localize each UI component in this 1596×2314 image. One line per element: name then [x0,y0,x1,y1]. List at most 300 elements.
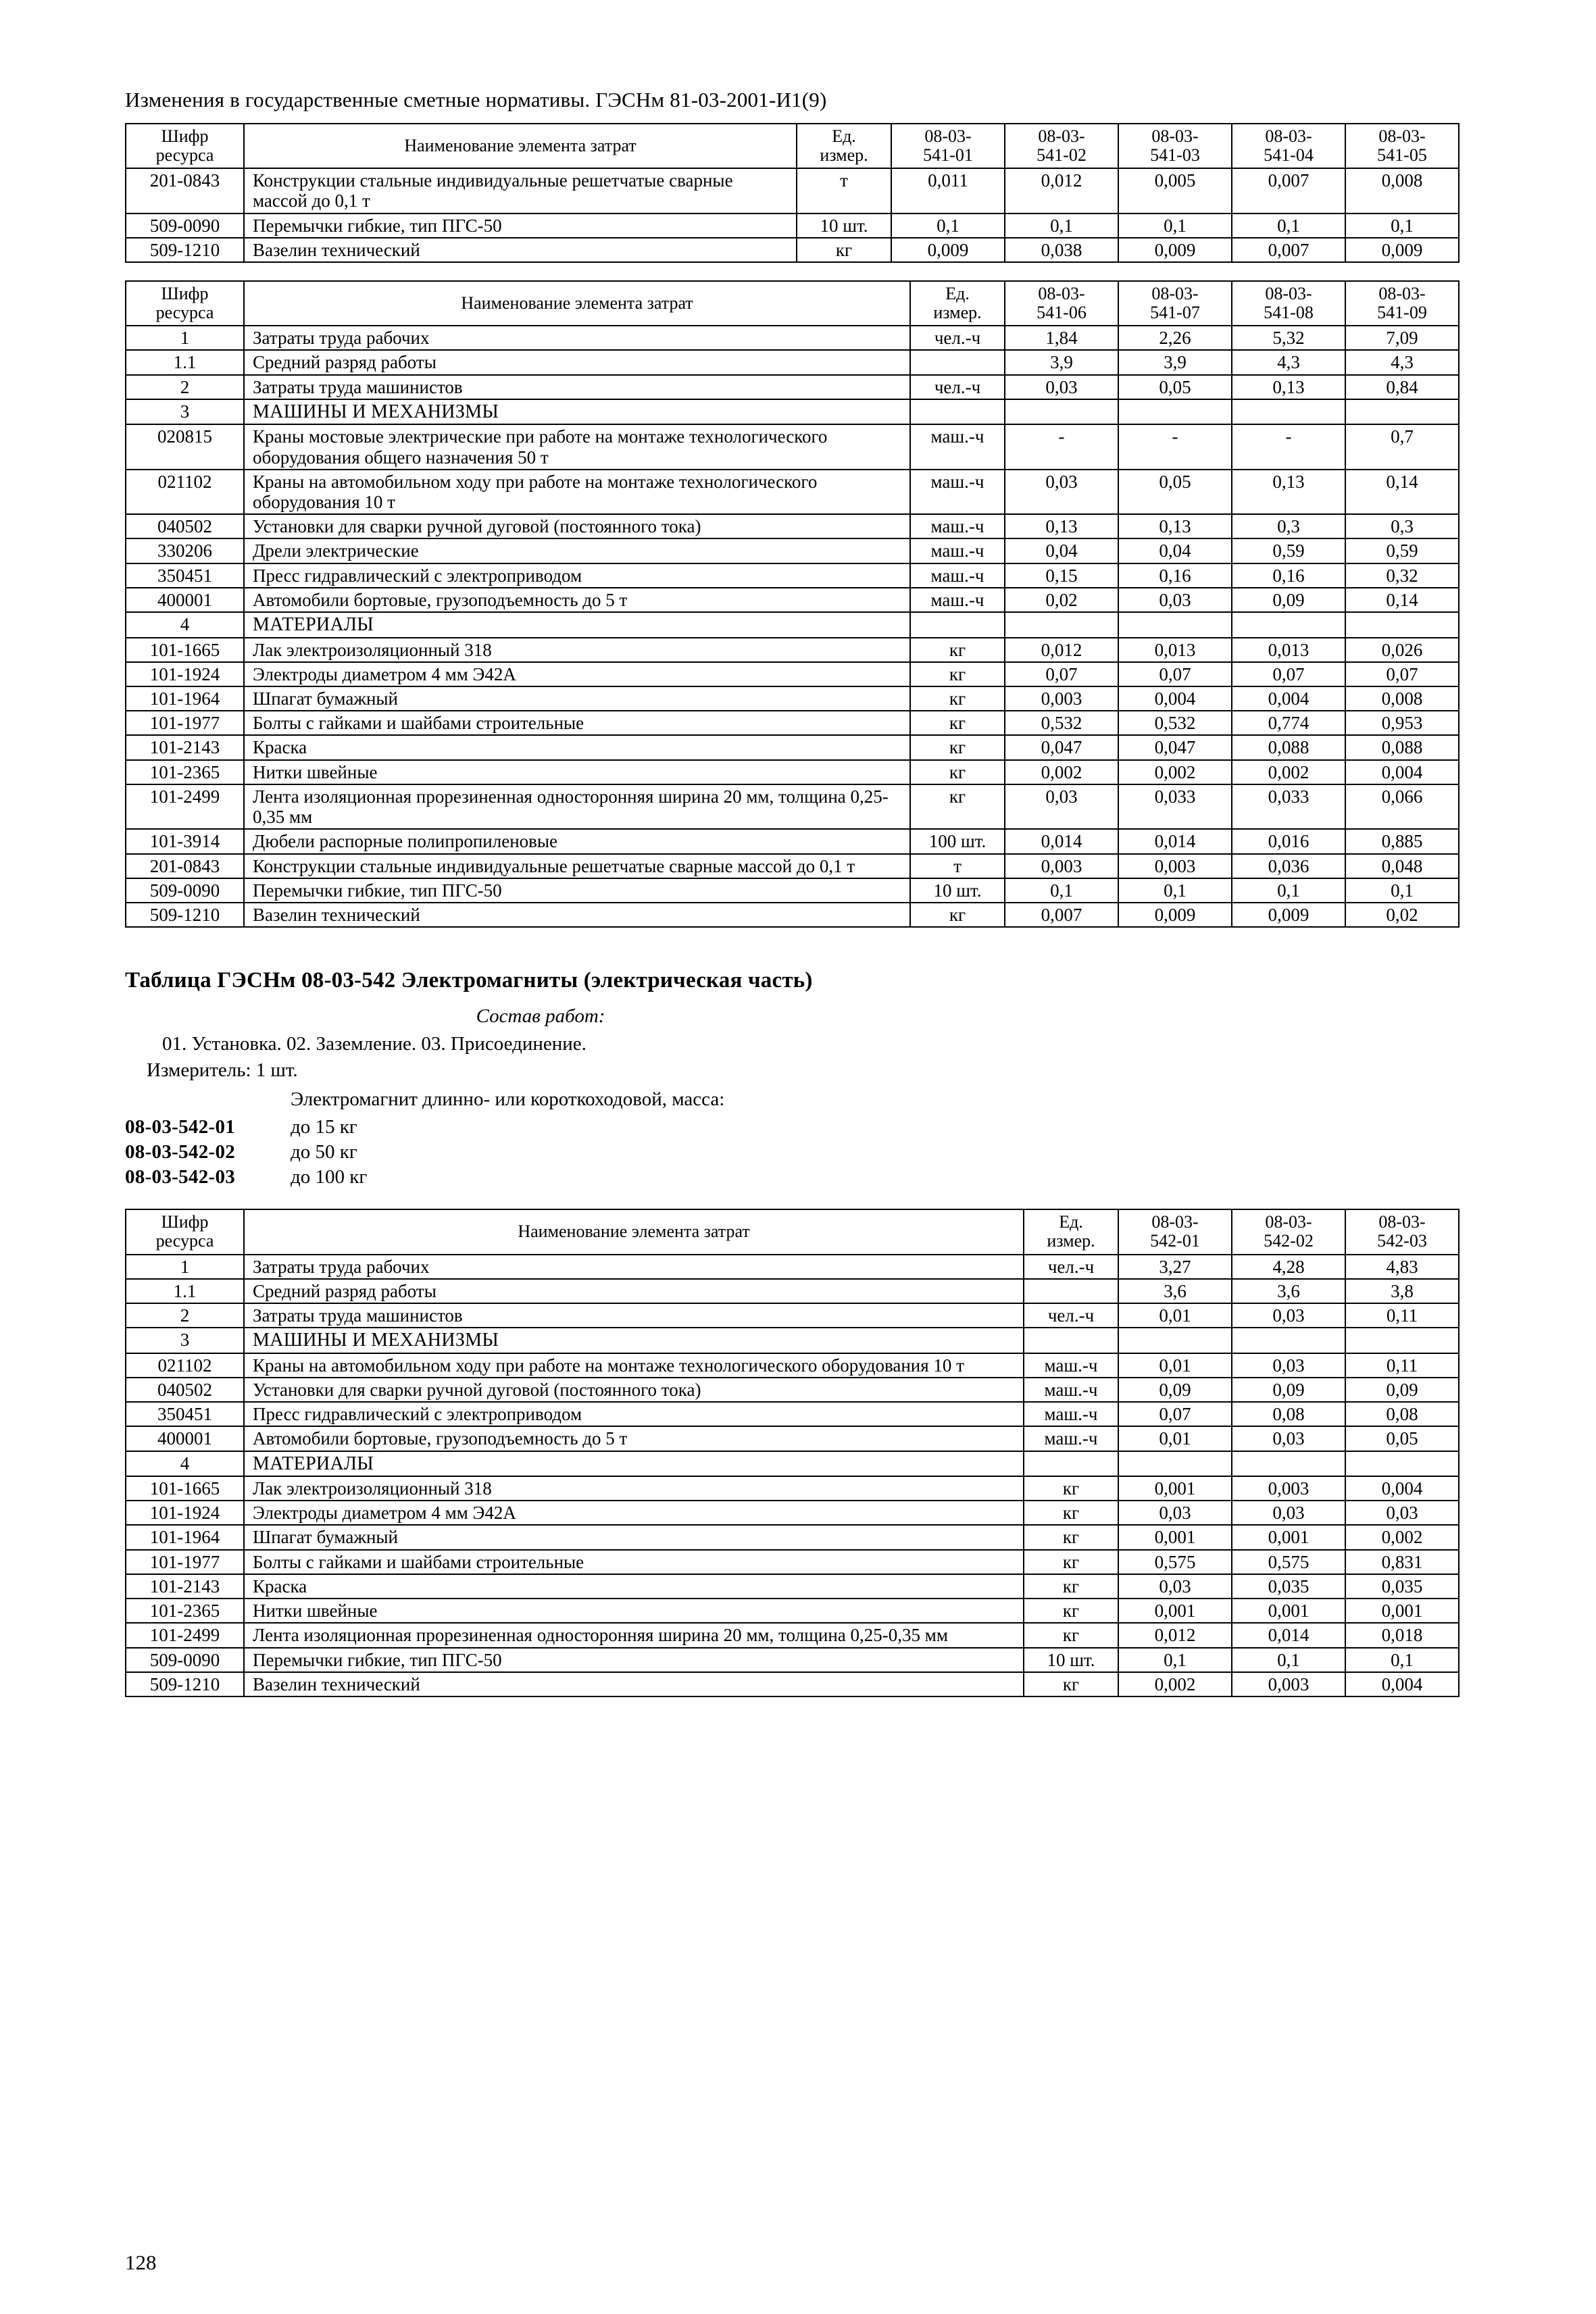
row-name: Пресс гидравлический с электроприводом [244,563,910,588]
row-value: 4,3 [1345,350,1459,374]
norm-code-description: до 100 кг [291,1166,368,1188]
row-unit: 100 шт. [910,829,1005,853]
table-row [126,424,1459,469]
col-head-code-line1: Шифр [161,284,209,304]
row-value: 0,04 [1005,538,1118,563]
row-unit: маш.-ч [1024,1353,1118,1378]
row-code: 201-0843 [126,854,244,878]
row-value: 3,8 [1345,1279,1459,1303]
row-unit: кг [910,760,1005,784]
col-head-name: Наименование элемента затрат [244,1209,1024,1254]
col-head-norm-2 [1118,281,1232,326]
row-value: 0,01 [1118,1426,1232,1451]
row-value: 0,012 [1005,168,1118,213]
row-value: 0,012 [1118,1623,1232,1647]
row-unit: 10 шт. [797,213,891,238]
row-unit: чел.-ч [1024,1255,1118,1279]
row-name: Болты с гайками и шайбами строительные [244,1550,1024,1574]
table-row [126,760,1459,784]
col-head-unit-line1: Ед. [945,284,970,304]
table-row [126,784,1459,829]
row-value: 0,03 [1005,375,1118,399]
row-code: 3 [126,1328,244,1353]
row-code: 400001 [126,588,244,612]
row-value: 0,003 [1118,854,1232,878]
norm-code-line1: 08-03- [1265,126,1312,146]
row-value: 0,03 [1232,1353,1345,1378]
row-code: 101-2499 [126,1623,244,1647]
row-value: 0,7 [1345,424,1459,469]
row-code: 101-1924 [126,662,244,686]
row-value: 0,036 [1232,854,1345,878]
row-value: 7,09 [1345,326,1459,350]
row-value: 3,9 [1005,350,1118,374]
row-value: 0,575 [1118,1550,1232,1574]
row-value: 0,066 [1345,784,1459,829]
row-value: - [1118,424,1232,469]
row-value: 0,004 [1345,1476,1459,1501]
row-value: 0,953 [1345,711,1459,735]
row-name: Автомобили бортовые, грузоподъемность до 5 т [244,588,910,612]
row-code: 040502 [126,1378,244,1402]
row-value: 0,047 [1118,735,1232,759]
row-code: 101-3914 [126,829,244,853]
row-name: МАТЕРИАЛЫ [244,612,910,637]
col-head-norm-4 [1232,124,1345,168]
row-unit: кг [1024,1501,1118,1525]
row-code: 101-1924 [126,1501,244,1525]
row-value [1118,399,1232,424]
row-name: Конструкции стальные индивидуальные решетчатые сварные массой до 0,1 т [244,168,797,213]
table-row [126,1378,1459,1402]
table-row [126,1426,1459,1451]
col-head-code-line2: ресурса [155,1231,214,1251]
row-unit: кг [910,903,1005,927]
measure-unit-text: Измеритель: 1 шт. [147,1059,298,1082]
resource-table-541-part1 [125,123,1460,263]
table-row [126,168,1459,213]
col-head-unit-line2: измер. [1047,1231,1095,1251]
norm-code: 08-03-542-02 [125,1141,236,1163]
row-value: 0,1 [1232,878,1345,903]
row-value [1232,1451,1345,1476]
row-value: 0,003 [1232,1476,1345,1501]
row-value: 0,016 [1232,829,1345,853]
row-value: 0,11 [1345,1303,1459,1328]
row-name: Перемычки гибкие, тип ПГС-50 [244,1648,1024,1672]
norm-code-line1: 08-03- [1038,126,1085,146]
row-value: 0,03 [1232,1426,1345,1451]
row-value: 0,014 [1118,829,1232,853]
row-name: Затраты труда рабочих [244,1255,1024,1279]
norm-code-line2: 541-01 [923,145,973,166]
norm-code: 08-03-542-03 [125,1166,236,1188]
works-composition-text: 01. Установка. 02. Заземление. 03. Присоединение. [162,1033,587,1055]
row-unit [1024,1328,1118,1353]
row-value: 0,15 [1005,563,1118,588]
row-value: 0,05 [1345,1426,1459,1451]
row-name: Конструкции стальные индивидуальные решетчатые сварные массой до 0,1 т [244,854,910,878]
row-value: 0,001 [1232,1599,1345,1623]
row-value: 0,001 [1118,1476,1232,1501]
row-name: Вазелин технический [244,1672,1024,1696]
row-unit: маш.-ч [1024,1402,1118,1426]
row-unit: кг [910,711,1005,735]
row-value: 0,004 [1345,760,1459,784]
row-value: 3,9 [1118,350,1232,374]
resource-table-541-part2 [125,280,1460,928]
row-value: 0,774 [1232,711,1345,735]
row-code: 509-1210 [126,903,244,927]
row-unit: маш.-ч [910,538,1005,563]
col-head-norm-3 [1345,1209,1459,1254]
row-value: 0,088 [1345,735,1459,759]
row-value: 0,002 [1118,1672,1232,1696]
col-head-unit-line2: измер. [820,145,868,166]
row-value: 0,07 [1118,1402,1232,1426]
row-name: Шпагат бумажный [244,1525,1024,1549]
row-value: 0,32 [1345,563,1459,588]
row-unit: маш.-ч [910,424,1005,469]
row-code: 021102 [126,1353,244,1378]
row-value: 0,03 [1345,1501,1459,1525]
row-unit: 10 шт. [1024,1648,1118,1672]
col-head-unit-line1: Ед. [832,126,856,146]
row-value: 0,03 [1232,1303,1345,1328]
row-value: 0,001 [1118,1599,1232,1623]
row-value: 0,1 [1232,1648,1345,1672]
norm-code-line2: 541-06 [1037,303,1087,323]
table-row [126,1574,1459,1599]
row-value: 0,3 [1232,514,1345,538]
row-name: МАШИНЫ И МЕХАНИЗМЫ [244,1328,1024,1353]
row-value: 0,033 [1232,784,1345,829]
row-value: 0,14 [1345,588,1459,612]
row-value: 0,13 [1232,375,1345,399]
row-unit [1024,1279,1118,1303]
row-name: Установки для сварки ручной дуговой (постоянного тока) [244,1378,1024,1402]
table-row [126,399,1459,424]
running-header: Изменения в государственные сметные нормативы. ГЭСНм 81-03-2001-И1(9) [125,88,827,111]
row-value: 4,28 [1232,1255,1345,1279]
table-row [126,1525,1459,1549]
row-value: 0,008 [1345,168,1459,213]
row-value [1005,612,1118,637]
row-code: 101-1665 [126,638,244,662]
row-value: 0,01 [1118,1303,1232,1328]
norm-code-description: до 15 кг [291,1116,357,1138]
norm-code-line2: 541-03 [1150,145,1200,166]
col-head-name: Наименование элемента затрат [244,281,910,326]
row-unit: кг [1024,1574,1118,1599]
row-code: 4 [126,1451,244,1476]
row-code: 101-1665 [126,1476,244,1501]
row-value: 0,088 [1232,735,1345,759]
table-row [126,1255,1459,1279]
col-head-unit [1024,1209,1118,1254]
row-name: Болты с гайками и шайбами строительные [244,711,910,735]
norm-code-line2: 541-07 [1150,303,1200,323]
row-value: 0,047 [1005,735,1118,759]
row-value: 0,84 [1345,375,1459,399]
col-head-unit-line1: Ед. [1059,1212,1083,1232]
row-value: 0,01 [1118,1353,1232,1378]
row-unit [910,350,1005,374]
norm-code-line1: 08-03- [924,126,972,146]
row-value: 0,018 [1345,1623,1459,1647]
norm-code-line2: 542-01 [1150,1231,1200,1251]
table-row [126,1648,1459,1672]
row-value [1118,1328,1232,1353]
norm-code-line1: 08-03- [1151,1212,1199,1232]
row-value: 0,13 [1232,470,1345,514]
row-value: 0,59 [1345,538,1459,563]
row-code: 350451 [126,1402,244,1426]
row-code: 1.1 [126,1279,244,1303]
row-value: 0,004 [1345,1672,1459,1696]
row-code: 400001 [126,1426,244,1451]
row-name: Электроды диаметром 4 мм Э42А [244,662,910,686]
row-code: 101-2365 [126,760,244,784]
table-row [126,1279,1459,1303]
row-value: 0,07 [1345,662,1459,686]
row-value: 0,048 [1345,854,1459,878]
row-value: 0,08 [1345,1402,1459,1426]
row-value: 0,002 [1345,1525,1459,1549]
row-value: 0,1 [1345,1648,1459,1672]
row-name: Краска [244,1574,1024,1599]
table-row [126,735,1459,759]
col-head-norm-4 [1345,281,1459,326]
norm-code-description: до 50 кг [291,1141,357,1163]
row-value: 0,14 [1345,470,1459,514]
row-value: 3,27 [1118,1255,1232,1279]
norm-code-line2: 542-02 [1264,1231,1314,1251]
table-row [126,563,1459,588]
row-unit: маш.-ч [910,514,1005,538]
row-unit: кг [910,686,1005,711]
table-header-row [126,281,1459,326]
row-value: 0,03 [1005,470,1118,514]
resource-table-542 [125,1209,1460,1697]
row-name: Дюбели распорные полипропиленовые [244,829,910,853]
works-composition-label: Состав работ: [476,1005,605,1028]
table-row [126,1599,1459,1623]
row-code: 1.1 [126,350,244,374]
row-value: 2,26 [1118,326,1232,350]
table-row [126,238,1459,262]
row-value: 0,07 [1232,662,1345,686]
row-unit: маш.-ч [1024,1426,1118,1451]
table-row [126,1451,1459,1476]
row-value: 0,004 [1118,686,1232,711]
norm-code-line2: 541-02 [1037,145,1087,166]
row-code: 1 [126,1255,244,1279]
row-value: 0,014 [1005,829,1118,853]
row-value: 0,013 [1232,638,1345,662]
row-name: Перемычки гибкие, тип ПГС-50 [244,213,797,238]
row-value: - [1232,424,1345,469]
row-value: 0,1 [1118,878,1232,903]
row-unit: т [797,168,891,213]
row-unit: кг [910,638,1005,662]
row-value: 0,1 [1345,878,1459,903]
row-name: Вазелин технический [244,238,797,262]
table-row [126,686,1459,711]
row-code: 101-2499 [126,784,244,829]
row-name: Автомобили бортовые, грузоподъемность до 5 т [244,1426,1024,1451]
row-code: 3 [126,399,244,424]
row-unit: кг [1024,1476,1118,1501]
col-head-code [126,1209,244,1254]
row-value: 0,03 [1118,588,1232,612]
row-name: Шпагат бумажный [244,686,910,711]
table-row [126,213,1459,238]
row-value: 0,07 [1005,662,1118,686]
col-head-code-line1: Шифр [161,126,209,146]
col-head-norm-1 [1005,281,1118,326]
row-name: Краны на автомобильном ходу при работе на монтаже технологического оборудования 10 т [244,1353,1024,1378]
row-name: Краны мостовые электрические при работе на монтаже технологического оборудования общего назначения 50 т [244,424,910,469]
table-row [126,375,1459,399]
norm-code-line1: 08-03- [1151,126,1199,146]
table-row [126,612,1459,637]
row-name: Затраты труда машинистов [244,375,910,399]
table-row [126,326,1459,350]
row-value: 0,13 [1005,514,1118,538]
row-value [1232,399,1345,424]
row-unit: кг [797,238,891,262]
table-header [126,281,1459,326]
row-value: 3,6 [1118,1279,1232,1303]
row-unit: кг [910,784,1005,829]
row-unit: маш.-ч [910,588,1005,612]
row-unit [910,399,1005,424]
row-name: Нитки швейные [244,760,910,784]
table-row [126,1353,1459,1378]
col-head-norm-1 [891,124,1005,168]
norm-code-line2: 541-05 [1377,145,1427,166]
row-name: Вазелин технический [244,903,910,927]
section-caption: Таблица ГЭСНм 08-03-542 Электромагниты (электрическая часть) [125,968,813,993]
row-unit [1024,1451,1118,1476]
col-head-unit-line2: измер. [933,303,982,323]
row-name: Электроды диаметром 4 мм Э42А [244,1501,1024,1525]
row-value: 0,026 [1345,638,1459,662]
row-unit: чел.-ч [910,326,1005,350]
row-code: 101-1964 [126,1525,244,1549]
row-value: 4,83 [1345,1255,1459,1279]
row-value: 0,007 [1005,903,1118,927]
row-value [1345,399,1459,424]
table-row [126,1501,1459,1525]
row-value: 4,3 [1232,350,1345,374]
row-value: 0,13 [1118,514,1232,538]
row-value: 0,008 [1345,686,1459,711]
row-name: Дрели электрические [244,538,910,563]
row-code: 040502 [126,514,244,538]
norm-code-entry [125,1166,1495,1188]
row-value: 0,009 [1232,903,1345,927]
col-head-norm-3 [1118,124,1232,168]
row-value [1232,1328,1345,1353]
row-unit: маш.-ч [910,563,1005,588]
row-unit: 10 шт. [910,878,1005,903]
row-name: Затраты труда рабочих [244,326,910,350]
row-name: Средний разряд работы [244,350,910,374]
table-row [126,538,1459,563]
row-unit: кг [1024,1525,1118,1549]
row-unit: кг [1024,1672,1118,1696]
row-name: Краны на автомобильном ходу при работе на монтаже технологического оборудования 10 т [244,470,910,514]
row-code: 509-0090 [126,1648,244,1672]
row-value: 3,6 [1232,1279,1345,1303]
norm-code-line2: 541-09 [1377,303,1427,323]
row-name: Установки для сварки ручной дуговой (постоянного тока) [244,514,910,538]
row-value: 0,011 [891,168,1005,213]
table-body [126,168,1459,262]
row-value: 1,84 [1005,326,1118,350]
row-value: 0,1 [1118,213,1232,238]
row-value: 0,013 [1118,638,1232,662]
table-row [126,1476,1459,1501]
col-head-norm-1 [1118,1209,1232,1254]
row-code: 509-1210 [126,238,244,262]
row-value [1345,1328,1459,1353]
row-value: 0,035 [1232,1574,1345,1599]
row-value: 0,1 [1005,213,1118,238]
row-value: 0,532 [1118,711,1232,735]
row-value: 0,007 [1232,238,1345,262]
col-head-code [126,281,244,326]
table-header-row [126,124,1459,168]
table-row [126,1550,1459,1574]
col-head-unit [797,124,891,168]
row-name: МАШИНЫ И МЕХАНИЗМЫ [244,399,910,424]
row-value: 0,001 [1118,1525,1232,1549]
row-value: 0,002 [1118,760,1232,784]
row-value: 0,009 [1118,903,1232,927]
row-value: 0,09 [1232,1378,1345,1402]
row-code: 330206 [126,538,244,563]
row-value: 0,003 [1232,1672,1345,1696]
row-value: 0,04 [1118,538,1232,563]
row-unit: кг [1024,1599,1118,1623]
row-value: 0,05 [1118,375,1232,399]
row-value: 0,002 [1005,760,1118,784]
row-value: 0,1 [1005,878,1118,903]
row-value: 0,11 [1345,1353,1459,1378]
row-value: 0,033 [1118,784,1232,829]
row-value: 0,575 [1232,1550,1345,1574]
row-code: 2 [126,1303,244,1328]
row-value: 0,03 [1005,784,1118,829]
row-value [1005,399,1118,424]
row-name: Краска [244,735,910,759]
row-unit: т [910,854,1005,878]
row-unit: чел.-ч [910,375,1005,399]
row-code: 2 [126,375,244,399]
table-header [126,1209,1459,1254]
table-row [126,638,1459,662]
row-code: 4 [126,612,244,637]
row-value: 0,08 [1232,1402,1345,1426]
row-name: Лак электроизоляционный 318 [244,1476,1024,1501]
row-value: 0,02 [1345,903,1459,927]
row-value: 0,035 [1345,1574,1459,1599]
row-value: 0,005 [1118,168,1232,213]
row-code: 021102 [126,470,244,514]
